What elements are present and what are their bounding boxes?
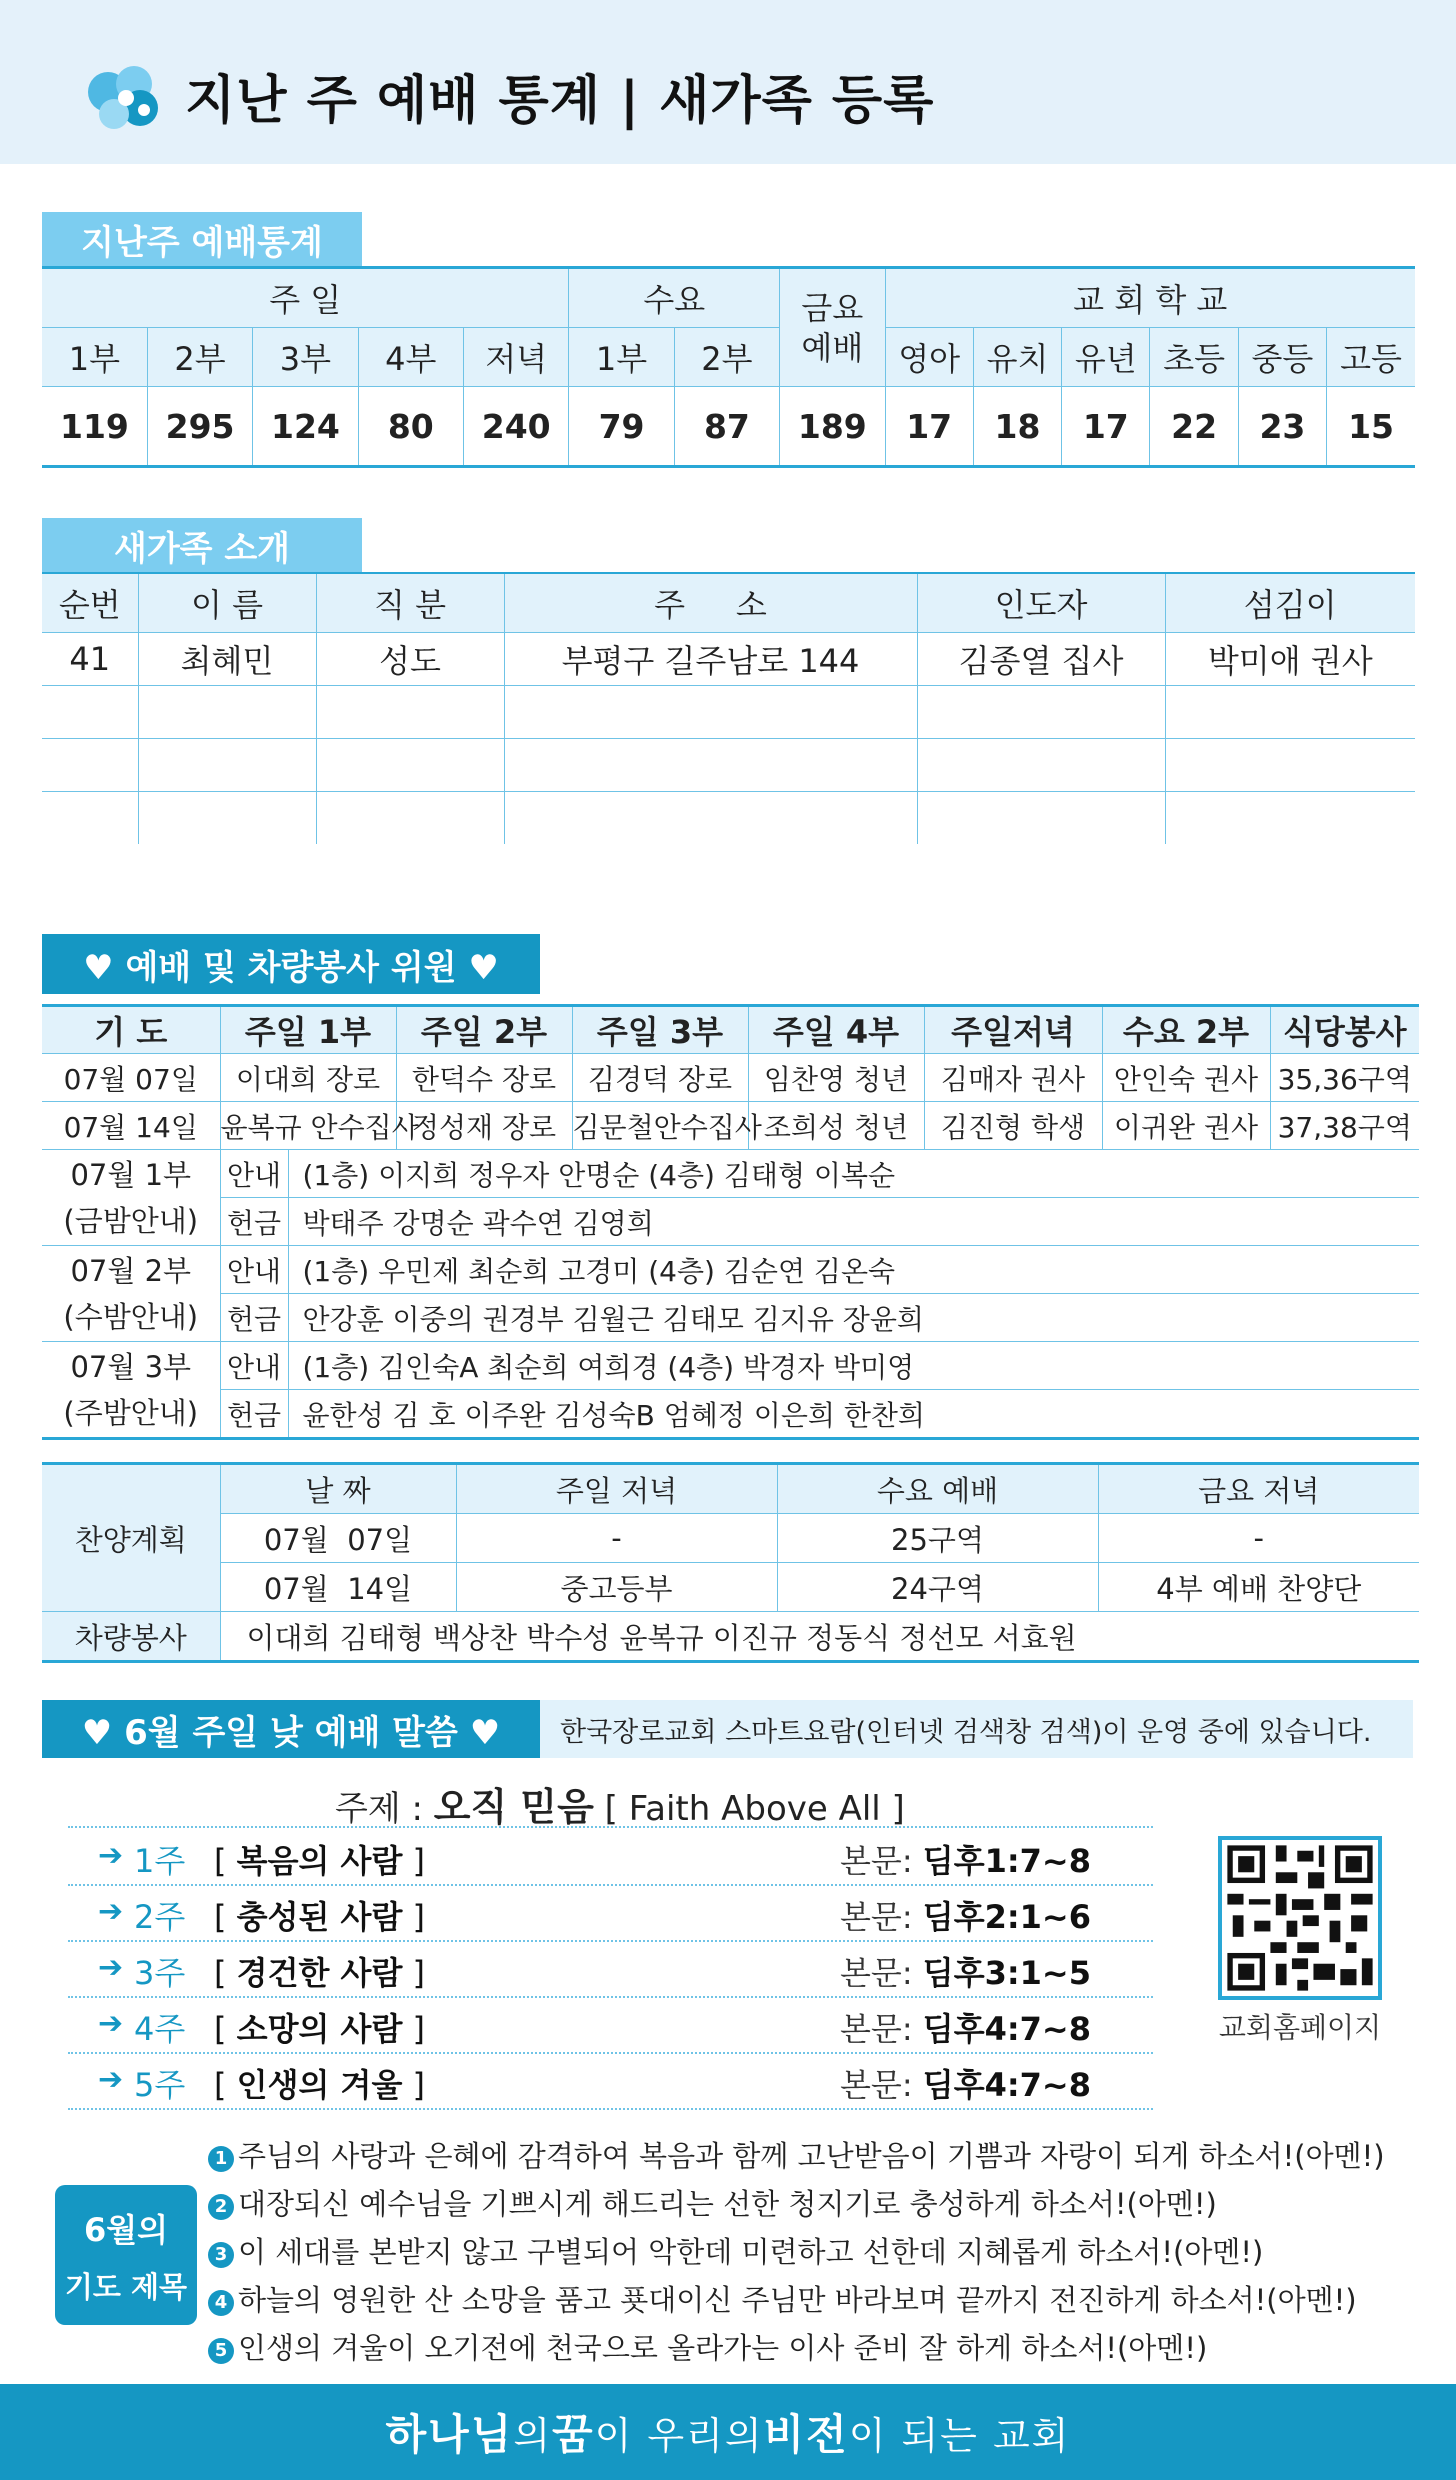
newcomer-cell: 최혜민 [138,633,316,686]
guide-label: 안내 [220,1246,288,1294]
stats-tab: 지난주 예배통계 [42,212,362,266]
guide-names: (1층) 우민제 최순희 고경미 (4층) 김순연 김온숙 [288,1246,1419,1294]
stats-group-school: 교 회 학 교 [885,268,1415,328]
sermon-title-text: 복음의 사람 [236,1842,403,1880]
service-cell: 김진형 학생 [924,1102,1102,1150]
sermon-verse [840,2004,1091,2050]
sermon-row [68,1940,1153,1998]
newcomer-header: 이 름 [138,573,316,633]
choir-header: 주일 저녁 [456,1464,777,1514]
attendance-stats-table [42,266,1415,468]
stats-value: 189 [780,387,885,467]
guide-week-sub: (금밤안내) [63,1203,199,1238]
choir-header: 수요 예배 [777,1464,1098,1514]
service-cell: 조희성 청년 [748,1102,924,1150]
stats-group-wed: 수요 [569,268,780,328]
offering-label: 헌금 [220,1390,288,1439]
sermon-week: 4주 [134,2010,186,2048]
newcomer-empty-cell [504,686,917,739]
sermon-week: 5주 [134,2066,186,2104]
service-tab: ♥ 예배 및 차량봉사 위원 ♥ [42,934,540,994]
prayer-text: 인생의 겨울이 오기전에 천국으로 올라가는 이사 준비 잘 하게 하소서!(아멘!) [238,2331,1208,2365]
prayer-item [208,2326,1207,2367]
service-cell: 윤복규 안수집사 [220,1102,396,1150]
guide-week-cell [42,1246,220,1342]
sermon-title: [ 경건한 사람 ] [214,1954,426,1992]
choir-header: 날 짜 [220,1464,456,1514]
offering-names: 안강훈 이중의 권경부 김월근 김태모 김지유 장윤희 [288,1294,1419,1342]
prayer-item [208,2278,1357,2319]
vehicle-names: 이대희 김태형 백상찬 박수성 윤복규 이진규 정동식 정선모 서효원 [220,1612,1419,1662]
stats-value: 80 [358,387,463,467]
newcomer-empty-cell [138,686,316,739]
verse-label: 본문: [840,1954,923,1992]
newcomer-empty-cell [917,792,1165,845]
sermon-title-text: 충성된 사람 [236,1898,403,1936]
newcomer-table [42,572,1415,844]
service-header: 주일저녁 [924,1006,1102,1054]
choir-cell: 중고등부 [456,1563,777,1612]
arrow-right-icon: ➔ [98,2062,124,2097]
prayer-text: 이 세대를 본받지 않고 구별되어 악한데 미련하고 선한데 지혜롭게 하소서!(아멘!) [238,2235,1264,2269]
service-cell: 이대희 장로 [220,1054,396,1102]
newcomer-cell: 김종열 집사 [917,633,1165,686]
sermon-title-text: 인생의 겨울 [236,2066,403,2104]
stats-col: 4부 [358,328,463,387]
sermon-row [68,1828,1153,1886]
stats-col: 저녁 [464,328,569,387]
service-header: 식당봉사 [1270,1006,1419,1054]
guide-label: 안내 [220,1342,288,1390]
service-cell: 이귀완 권사 [1102,1102,1270,1150]
stats-col: 유치 [973,328,1061,387]
service-cell: 김경덕 장로 [572,1054,748,1102]
guide-week-sub: (주밤안내) [63,1395,199,1430]
sermon-title: [ 소망의 사람 ] [214,2010,426,2048]
choir-label: 찬양계획 [42,1464,220,1612]
newcomer-empty-cell [42,792,138,845]
stats-value: 18 [973,387,1061,467]
newcomer-cell: 부평구 길주남로 144 [504,633,917,686]
slogan-part: 이 되는 교회 [848,2413,1071,2458]
sermon-theme [335,1776,905,1831]
choir-cell: - [456,1514,777,1563]
newcomer-empty-cell [1165,792,1415,845]
arrow-right-icon: ➔ [98,1894,124,1929]
guide-week-cell [42,1150,220,1246]
number-badge-icon: 3 [208,2242,234,2268]
service-cell: 김문철안수집사 [572,1102,748,1150]
slogan-part: 하나님 [385,2410,514,2459]
choir-plan-table [42,1462,1419,1663]
sermon-title-text: 경건한 사람 [236,1954,403,1992]
guide-week: 07월 2부 [70,1253,192,1288]
stats-col: 1부 [569,328,674,387]
stats-value: 15 [1327,387,1415,467]
offering-label: 헌금 [220,1198,288,1246]
newcomer-header: 직 분 [316,573,504,633]
qr-code-icon [1222,1840,1378,1996]
service-cell: 안인숙 권사 [1102,1054,1270,1102]
newcomer-empty-cell [917,739,1165,792]
stats-value: 295 [147,387,252,467]
qr-label: 교회홈페이지 [1218,2011,1382,2044]
sermon-title: [ 복음의 사람 ] [214,1842,426,1880]
stats-group-fri: 금요 예배 [780,268,885,387]
stats-col: 3부 [253,328,358,387]
stats-value: 240 [464,387,569,467]
newcomer-empty-cell [42,739,138,792]
choir-cell: 4부 예배 찬양단 [1098,1563,1419,1612]
service-date: 07월 07일 [42,1054,220,1102]
newcomer-tab: 새가족 소개 [42,518,362,572]
service-header: 기 도 [42,1006,220,1054]
verse-label: 본문: [840,1842,923,1880]
stats-value: 79 [569,387,674,467]
arrow-right-icon: ➔ [98,1950,124,1985]
prayer-item [208,2182,1217,2223]
stats-col: 1부 [42,328,147,387]
guide-names: (1층) 이지희 정우자 안명순 (4층) 김태형 이복순 [288,1150,1419,1198]
stats-col: 영아 [885,328,973,387]
newcomer-empty-cell [1165,686,1415,739]
choir-cell: 24구역 [777,1563,1098,1612]
choir-cell: 07월 14일 [220,1563,456,1612]
sermon-week: 1주 [134,1842,186,1880]
offering-names: 윤한성 김 호 이주완 김성숙B 엄혜정 이은희 한찬희 [288,1390,1419,1439]
sermon-verse [840,1948,1091,1994]
homepage-qr-code[interactable] [1218,1836,1382,2000]
guide-week-sub: (수밤안내) [63,1299,199,1334]
offering-names: 박태주 강명순 곽수연 김영희 [288,1198,1419,1246]
sermon-title-text: 소망의 사람 [236,2010,403,2048]
stats-value: 119 [42,387,147,467]
stats-value: 17 [885,387,973,467]
service-header: 주일 4부 [748,1006,924,1054]
arrow-right-icon: ➔ [98,1838,124,1873]
sermon-verse [840,1892,1091,1938]
newcomer-empty-cell [504,739,917,792]
stats-col: 중등 [1238,328,1326,387]
guide-week-cell [42,1342,220,1439]
service-header: 주일 1부 [220,1006,396,1054]
slogan-part: 비전 [763,2410,849,2459]
sermon-title: [ 인생의 겨울 ] [214,2066,426,2104]
newcomer-empty-cell [42,686,138,739]
service-header: 주일 3부 [572,1006,748,1054]
sermon-row [68,2052,1153,2110]
verse-text: 딤후2:1~6 [922,1898,1092,1936]
newcomer-cell: 41 [42,633,138,686]
sermon-week: 3주 [134,1954,186,1992]
stats-value: 23 [1238,387,1326,467]
prayer-box-title: 기도 제목 [64,2270,188,2304]
stats-value: 22 [1150,387,1238,467]
stats-col: 고등 [1327,328,1415,387]
prayer-item [208,2230,1263,2271]
theme-main: 오직 믿음 [433,1785,594,1829]
stats-col: 2부 [147,328,252,387]
guide-week: 07월 1부 [70,1157,192,1192]
page-title: 지난 주 예배 통계 | 새가족 등록 [185,71,935,131]
service-cell: 김매자 권사 [924,1054,1102,1102]
stats-value: 87 [674,387,779,467]
newcomer-empty-cell [138,739,316,792]
number-badge-icon: 1 [208,2146,234,2172]
verse-text: 딤후1:7~8 [922,1842,1092,1880]
choir-header: 금요 저녁 [1098,1464,1419,1514]
sermon-tab: ♥ 6월 주일 낮 예배 말씀 ♥ [42,1700,540,1758]
flower-logo-icon [82,62,168,132]
verse-label: 본문: [840,2010,923,2048]
stats-col: 초등 [1150,328,1238,387]
prayer-text: 대장되신 예수님을 기쁘시게 해드리는 선한 청지기로 충성하게 하소서!(아멘!) [238,2187,1217,2221]
prayer-item [208,2134,1385,2175]
sermon-verse [840,2060,1091,2106]
slogan-part: 이 우리의 [594,2413,764,2458]
newcomer-empty-cell [316,686,504,739]
newcomer-empty-cell [316,792,504,845]
guide-week: 07월 3부 [70,1349,192,1384]
service-cell: 정성재 장로 [396,1102,572,1150]
prayer-box [55,2185,197,2325]
vehicle-label: 차량봉사 [42,1612,220,1662]
stats-col: 유년 [1062,328,1150,387]
verse-text: 딤후4:7~8 [922,2010,1092,2048]
prayer-text: 하늘의 영원한 산 소망을 품고 푯대이신 주님만 바라보며 끝까지 전진하게 하소서!(아멘!) [238,2283,1357,2317]
sermon-week: 2주 [134,1898,186,1936]
service-date: 07월 14일 [42,1102,220,1150]
newcomer-empty-cell [917,686,1165,739]
prayer-text: 주님의 사랑과 은혜에 감격하여 복음과 함께 고난받음이 기쁨과 자랑이 되게 하소서!(아멘!) [238,2139,1385,2173]
guide-names: (1층) 김인숙A 최순희 여희경 (4층) 박경자 박미영 [288,1342,1419,1390]
newcomer-cell: 박미애 권사 [1165,633,1415,686]
service-header: 수요 2부 [1102,1006,1270,1054]
sermon-row [68,1884,1153,1942]
newcomer-header: 주 소 [504,573,917,633]
service-cell: 37,38구역 [1270,1102,1419,1150]
smart-yoram-note: 한국장로교회 스마트요람(인터넷 검색창 검색)이 운영 중에 있습니다. [540,1700,1413,1758]
slogan-part: 꿈 [552,2410,595,2459]
sermon-verse [840,1836,1091,1882]
theme-prefix: 주제 : [335,1789,434,1829]
newcomer-header: 순번 [42,573,138,633]
offering-label: 헌금 [220,1294,288,1342]
guide-label: 안내 [220,1150,288,1198]
choir-cell: 07월 07일 [220,1514,456,1563]
stats-value: 17 [1062,387,1150,467]
newcomer-empty-cell [316,739,504,792]
service-header: 주일 2부 [396,1006,572,1054]
stats-group-sunday: 주 일 [42,268,569,328]
sermon-row [68,1996,1153,2054]
newcomer-empty-cell [138,792,316,845]
verse-text: 딤후4:7~8 [922,2066,1092,2104]
prayer-box-month: 6월의 [83,2211,169,2249]
arrow-right-icon: ➔ [98,2006,124,2041]
number-badge-icon: 2 [208,2194,234,2220]
number-badge-icon: 5 [208,2338,234,2364]
verse-text: 딤후3:1~5 [922,1954,1092,1992]
stats-value: 124 [253,387,358,467]
service-cell: 한덕수 장로 [396,1054,572,1102]
choir-cell: - [1098,1514,1419,1563]
newcomer-header: 섬김이 [1165,573,1415,633]
verse-label: 본문: [840,2066,923,2104]
service-cell: 35,36구역 [1270,1054,1419,1102]
newcomer-empty-cell [1165,739,1415,792]
stats-col: 2부 [674,328,779,387]
slogan-part: 의 [513,2413,553,2458]
newcomer-cell: 성도 [316,633,504,686]
newcomer-empty-cell [504,792,917,845]
choir-cell: 25구역 [777,1514,1098,1563]
number-badge-icon: 4 [208,2290,234,2316]
service-cell: 임찬영 청년 [748,1054,924,1102]
sermon-title: [ 충성된 사람 ] [214,1898,426,1936]
newcomer-header: 인도자 [917,573,1165,633]
service-table [42,1004,1419,1440]
verse-label: 본문: [840,1898,923,1936]
footer-slogan [0,2384,1456,2480]
theme-en: [ Faith Above All ] [593,1789,905,1829]
